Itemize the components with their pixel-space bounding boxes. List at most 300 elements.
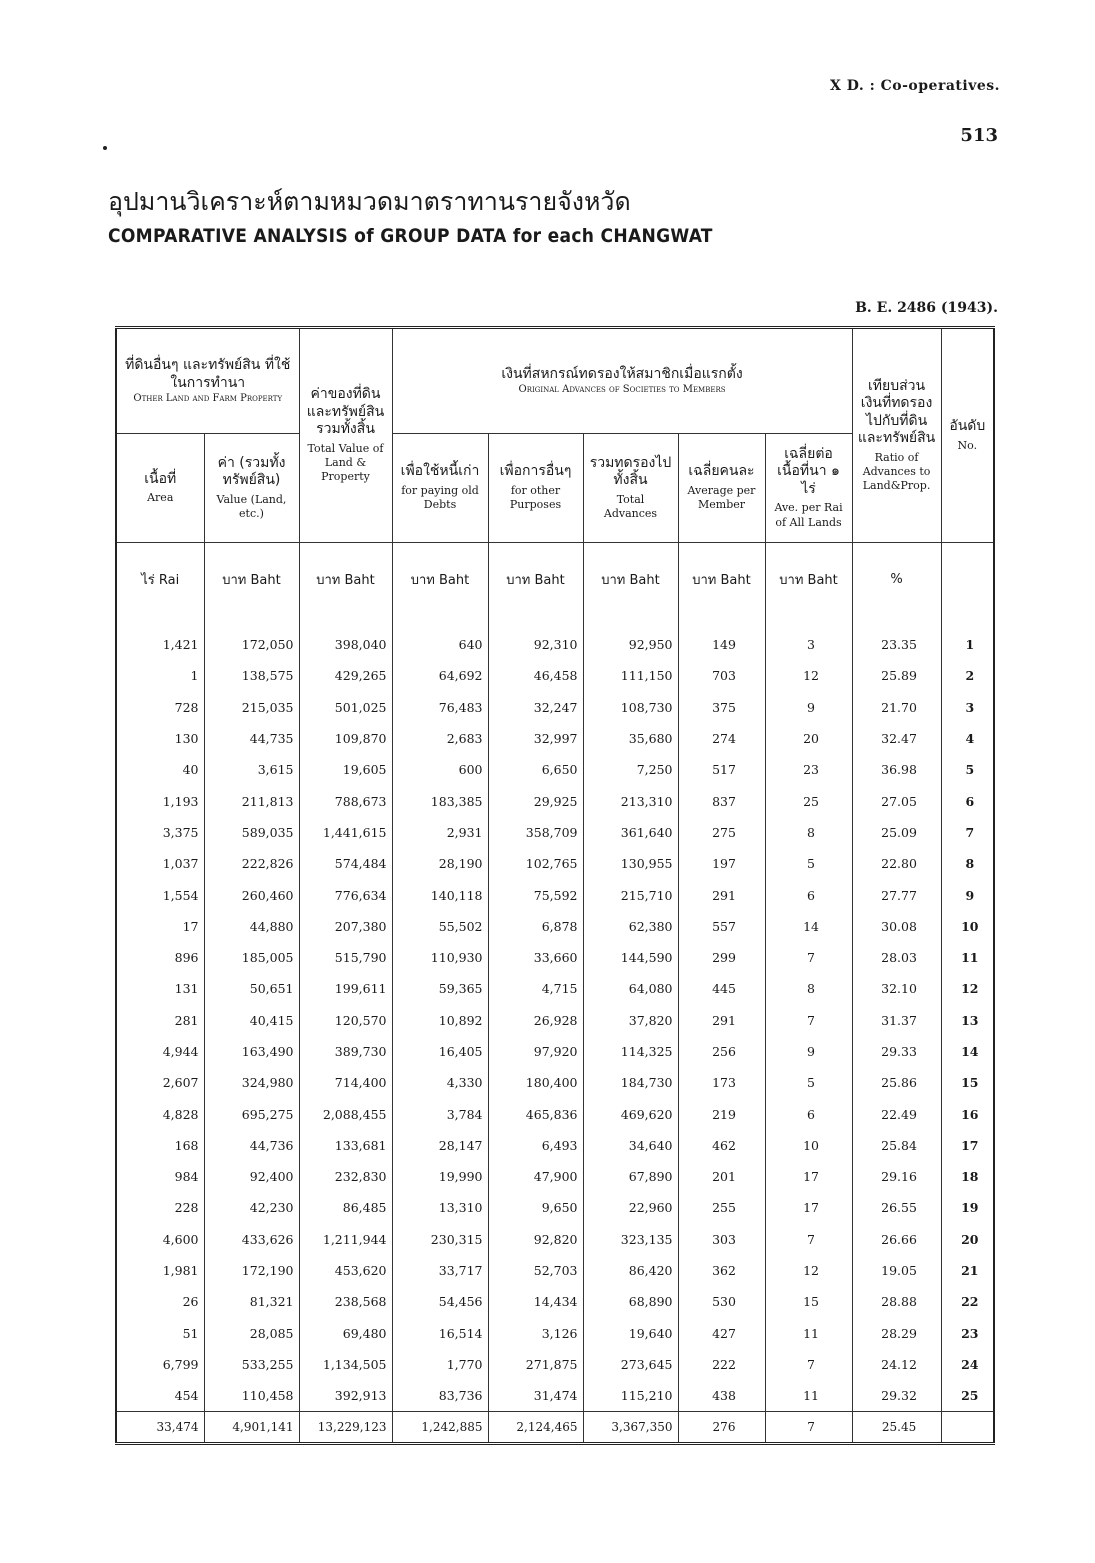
avg-member-header bbox=[678, 434, 765, 543]
table-cell: 501,025 bbox=[299, 692, 392, 723]
table-cell: 131 bbox=[116, 973, 204, 1004]
total-cell: 4,901,141 bbox=[204, 1412, 299, 1444]
avg-member-english: Average per Member bbox=[687, 483, 756, 512]
table-cell: 185,005 bbox=[204, 942, 299, 973]
table-cell: 4,715 bbox=[488, 973, 583, 1004]
table-row bbox=[116, 911, 994, 942]
table-cell: 10 bbox=[765, 1130, 852, 1161]
table-cell: 530 bbox=[678, 1286, 765, 1317]
table-cell: 256 bbox=[678, 1036, 765, 1067]
table-cell: 362 bbox=[678, 1255, 765, 1286]
table-cell: 3,126 bbox=[488, 1318, 583, 1349]
table-cell: 230,315 bbox=[392, 1224, 488, 1255]
table-cell: 837 bbox=[678, 785, 765, 816]
table-cell: 163,490 bbox=[204, 1036, 299, 1067]
other-purposes-header bbox=[488, 434, 583, 543]
table-cell: 172,050 bbox=[204, 615, 299, 660]
table-cell: 398,040 bbox=[299, 615, 392, 660]
table-cell: 199,611 bbox=[299, 973, 392, 1004]
table-cell: 465,836 bbox=[488, 1098, 583, 1129]
table-cell: 222,826 bbox=[204, 848, 299, 879]
table-cell: 7 bbox=[765, 1224, 852, 1255]
table-cell: 172,190 bbox=[204, 1255, 299, 1286]
advances-group-english: Original Advances of Societies to Members bbox=[518, 384, 726, 396]
table-cell: 25.84 bbox=[852, 1130, 941, 1161]
row-number-english: No. bbox=[957, 438, 978, 452]
table-cell: 13,310 bbox=[392, 1192, 488, 1223]
table-row bbox=[116, 1318, 994, 1349]
table-cell: 26.66 bbox=[852, 1224, 941, 1255]
table-cell: 14,434 bbox=[488, 1286, 583, 1317]
table-cell: 21 bbox=[941, 1255, 994, 1286]
table-cell: 12 bbox=[941, 973, 994, 1004]
table-cell: 110,930 bbox=[392, 942, 488, 973]
table-cell: 4,944 bbox=[116, 1036, 204, 1067]
table-cell: 33,660 bbox=[488, 942, 583, 973]
table-cell: 392,913 bbox=[299, 1380, 392, 1412]
table-cell: 97,920 bbox=[488, 1036, 583, 1067]
table-cell: 62,380 bbox=[583, 911, 678, 942]
table-cell: 5 bbox=[765, 1067, 852, 1098]
table-cell: 22.49 bbox=[852, 1098, 941, 1129]
table-cell: 361,640 bbox=[583, 817, 678, 848]
table-cell: 24 bbox=[941, 1349, 994, 1380]
other-purposes-thai: เพื่อการอื่นๆ bbox=[499, 463, 572, 480]
table-cell: 3,375 bbox=[116, 817, 204, 848]
table-cell: 29.32 bbox=[852, 1380, 941, 1412]
table-cell: 429,265 bbox=[299, 660, 392, 691]
table-cell: 33,717 bbox=[392, 1255, 488, 1286]
table-cell: 25 bbox=[941, 1380, 994, 1412]
table-cell: 984 bbox=[116, 1161, 204, 1192]
table-cell: 32.47 bbox=[852, 723, 941, 754]
table-cell: 23.35 bbox=[852, 615, 941, 660]
table-cell: 64,692 bbox=[392, 660, 488, 691]
table-cell: 274 bbox=[678, 723, 765, 754]
table-row bbox=[116, 1098, 994, 1129]
table-cell: 533,255 bbox=[204, 1349, 299, 1380]
table-cell: 776,634 bbox=[299, 879, 392, 910]
advances-group-header bbox=[392, 328, 852, 434]
table-cell: 11 bbox=[941, 942, 994, 973]
table-cell: 19 bbox=[941, 1192, 994, 1223]
table-cell: 3,615 bbox=[204, 754, 299, 785]
table-cell: 16,514 bbox=[392, 1318, 488, 1349]
ratio-english: Ratio of Advances to Land&Prop. bbox=[862, 450, 931, 493]
table-cell: 433,626 bbox=[204, 1224, 299, 1255]
table-cell: 5 bbox=[941, 754, 994, 785]
table-cell: 7 bbox=[765, 942, 852, 973]
table-cell: 11 bbox=[765, 1380, 852, 1412]
table-row bbox=[116, 1286, 994, 1317]
table-cell: 255 bbox=[678, 1192, 765, 1223]
total-advances-header bbox=[583, 434, 678, 543]
table-cell: 12 bbox=[765, 660, 852, 691]
table-row bbox=[116, 692, 994, 723]
table-cell: 3 bbox=[765, 615, 852, 660]
unit-cell: % bbox=[852, 543, 941, 616]
table-cell: 9 bbox=[765, 692, 852, 723]
table-cell: 1,421 bbox=[116, 615, 204, 660]
table-cell: 10,892 bbox=[392, 1005, 488, 1036]
table-cell: 600 bbox=[392, 754, 488, 785]
table-cell: 183,385 bbox=[392, 785, 488, 816]
table-cell: 6 bbox=[941, 785, 994, 816]
table-cell: 228 bbox=[116, 1192, 204, 1223]
table-cell: 36.98 bbox=[852, 754, 941, 785]
table-cell: 515,790 bbox=[299, 942, 392, 973]
table-cell: 110,458 bbox=[204, 1380, 299, 1412]
table-row bbox=[116, 1036, 994, 1067]
table-cell: 215,710 bbox=[583, 879, 678, 910]
total-value-thai: ค่าของที่ดินและทรัพย์สินรวมทั้งสิ้น bbox=[306, 386, 385, 438]
table-cell: 109,870 bbox=[299, 723, 392, 754]
table-cell: 40 bbox=[116, 754, 204, 785]
table-row bbox=[116, 973, 994, 1004]
table-row bbox=[116, 615, 994, 660]
table-cell: 323,135 bbox=[583, 1224, 678, 1255]
table-cell: 86,420 bbox=[583, 1255, 678, 1286]
table-cell: 197 bbox=[678, 848, 765, 879]
table-cell: 46,458 bbox=[488, 660, 583, 691]
unit-cell: บาท Baht bbox=[299, 543, 392, 616]
table-cell: 29.33 bbox=[852, 1036, 941, 1067]
table-cell: 728 bbox=[116, 692, 204, 723]
unit-cell: บาท Baht bbox=[678, 543, 765, 616]
table-cell: 6 bbox=[765, 1098, 852, 1129]
table-cell: 7 bbox=[765, 1349, 852, 1380]
total-value-header bbox=[299, 328, 392, 543]
table-cell: 140,118 bbox=[392, 879, 488, 910]
table-cell: 8 bbox=[941, 848, 994, 879]
table-row bbox=[116, 1130, 994, 1161]
table-cell: 788,673 bbox=[299, 785, 392, 816]
unit-cell: บาท Baht bbox=[765, 543, 852, 616]
table-cell: 29.16 bbox=[852, 1161, 941, 1192]
table-cell: 34,640 bbox=[583, 1130, 678, 1161]
table-cell: 17 bbox=[765, 1192, 852, 1223]
table-cell: 9,650 bbox=[488, 1192, 583, 1223]
table-cell: 64,080 bbox=[583, 973, 678, 1004]
advances-group-thai: เงินที่สหกรณ์ทดรองให้สมาชิกเมื่อแรกตั้ง bbox=[501, 365, 743, 382]
table-cell: 211,813 bbox=[204, 785, 299, 816]
table-cell: 92,310 bbox=[488, 615, 583, 660]
table-cell: 32,247 bbox=[488, 692, 583, 723]
table-cell: 1,770 bbox=[392, 1349, 488, 1380]
table-cell: 703 bbox=[678, 660, 765, 691]
area-english: Area bbox=[147, 491, 174, 505]
table-cell: 358,709 bbox=[488, 817, 583, 848]
table-cell: 44,880 bbox=[204, 911, 299, 942]
table-cell: 144,590 bbox=[583, 942, 678, 973]
table-cell: 7 bbox=[941, 817, 994, 848]
table-cell: 22,960 bbox=[583, 1192, 678, 1223]
table-cell: 35,680 bbox=[583, 723, 678, 754]
table-row bbox=[116, 1192, 994, 1223]
table-cell: 69,480 bbox=[299, 1318, 392, 1349]
table-cell: 6,650 bbox=[488, 754, 583, 785]
table-cell: 86,485 bbox=[299, 1192, 392, 1223]
table-cell: 28,147 bbox=[392, 1130, 488, 1161]
table-cell: 8 bbox=[765, 817, 852, 848]
table-row bbox=[116, 754, 994, 785]
table-cell: 25.09 bbox=[852, 817, 941, 848]
table-cell: 24.12 bbox=[852, 1349, 941, 1380]
table-cell: 26.55 bbox=[852, 1192, 941, 1223]
table-cell: 149 bbox=[678, 615, 765, 660]
table-cell: 50,651 bbox=[204, 973, 299, 1004]
table-row bbox=[116, 1349, 994, 1380]
total-cell: 276 bbox=[678, 1412, 765, 1444]
total-advances-english: Total Advances bbox=[603, 492, 658, 520]
table-cell: 55,502 bbox=[392, 911, 488, 942]
table-cell: 2 bbox=[941, 660, 994, 691]
table-cell: 130,955 bbox=[583, 848, 678, 879]
table-cell: 16,405 bbox=[392, 1036, 488, 1067]
table-cell: 1,211,944 bbox=[299, 1224, 392, 1255]
table-row bbox=[116, 660, 994, 691]
table-cell: 22.80 bbox=[852, 848, 941, 879]
area-header bbox=[116, 434, 204, 543]
table-cell: 462 bbox=[678, 1130, 765, 1161]
table-row bbox=[116, 942, 994, 973]
year-label: B. E. 2486 (1943). bbox=[855, 300, 998, 316]
table-cell: 13 bbox=[941, 1005, 994, 1036]
table-cell: 28,085 bbox=[204, 1318, 299, 1349]
table-cell: 281 bbox=[116, 1005, 204, 1036]
table-cell: 427 bbox=[678, 1318, 765, 1349]
total-cell: 7 bbox=[765, 1412, 852, 1444]
page-title-thai: อุปมานวิเคราะห์ตามหมวดมาตราทานรายจังหวัด bbox=[108, 187, 631, 216]
table-cell: 1,037 bbox=[116, 848, 204, 879]
land-group-header bbox=[116, 328, 299, 434]
table-cell: 68,890 bbox=[583, 1286, 678, 1317]
table-cell: 47,900 bbox=[488, 1161, 583, 1192]
table-cell: 5 bbox=[765, 848, 852, 879]
table-cell: 453,620 bbox=[299, 1255, 392, 1286]
table-cell: 51 bbox=[116, 1318, 204, 1349]
table-cell: 114,325 bbox=[583, 1036, 678, 1067]
table-row bbox=[116, 1067, 994, 1098]
table-cell: 108,730 bbox=[583, 692, 678, 723]
table-cell: 4,828 bbox=[116, 1098, 204, 1129]
table-cell: 6,799 bbox=[116, 1349, 204, 1380]
table-cell: 215,035 bbox=[204, 692, 299, 723]
table-cell: 273,645 bbox=[583, 1349, 678, 1380]
table-cell: 4,330 bbox=[392, 1067, 488, 1098]
table-cell: 469,620 bbox=[583, 1098, 678, 1129]
table-cell: 324,980 bbox=[204, 1067, 299, 1098]
table-cell: 11 bbox=[765, 1318, 852, 1349]
ratio-header bbox=[852, 328, 941, 543]
table-cell: 138,575 bbox=[204, 660, 299, 691]
table-cell: 25.89 bbox=[852, 660, 941, 691]
value-english: Value (Land, etc.) bbox=[216, 492, 287, 520]
avg-rai-english: Ave. per Rai of All Lands bbox=[774, 501, 843, 529]
stray-dot bbox=[103, 146, 107, 150]
table-cell: 130 bbox=[116, 723, 204, 754]
table-cell: 271,875 bbox=[488, 1349, 583, 1380]
table-cell: 4 bbox=[941, 723, 994, 754]
table-row bbox=[116, 1005, 994, 1036]
table-cell: 115,210 bbox=[583, 1380, 678, 1412]
table-cell: 28.88 bbox=[852, 1286, 941, 1317]
table-cell: 54,456 bbox=[392, 1286, 488, 1317]
table-cell: 1,193 bbox=[116, 785, 204, 816]
table-cell: 389,730 bbox=[299, 1036, 392, 1067]
table-cell: 17 bbox=[941, 1130, 994, 1161]
land-group-thai: ที่ดินอื่นๆ และทรัพย์สิน ที่ใช้ในการทำนา bbox=[125, 357, 291, 391]
section-label: X D. : Co-operatives. bbox=[829, 78, 1000, 94]
land-group-english: Other Land and Farm Property bbox=[133, 393, 283, 404]
table-cell: 102,765 bbox=[488, 848, 583, 879]
table-cell: 201 bbox=[678, 1161, 765, 1192]
table-cell: 589,035 bbox=[204, 817, 299, 848]
table-cell: 260,460 bbox=[204, 879, 299, 910]
ratio-thai: เทียบส่วนเงินที่ทดรองไปกับที่ดินและทรัพย์สิน bbox=[857, 377, 936, 447]
table-cell: 695,275 bbox=[204, 1098, 299, 1129]
table-cell: 4,600 bbox=[116, 1224, 204, 1255]
table-cell: 44,736 bbox=[204, 1130, 299, 1161]
table-cell: 640 bbox=[392, 615, 488, 660]
table-cell: 120,570 bbox=[299, 1005, 392, 1036]
table-cell: 275 bbox=[678, 817, 765, 848]
table-cell: 3 bbox=[941, 692, 994, 723]
unit-cell: บาท Baht bbox=[583, 543, 678, 616]
table-cell: 32,997 bbox=[488, 723, 583, 754]
table-cell: 438 bbox=[678, 1380, 765, 1412]
table-cell: 23 bbox=[941, 1318, 994, 1349]
table-cell: 207,380 bbox=[299, 911, 392, 942]
table-cell: 291 bbox=[678, 1005, 765, 1036]
total-cell: 13,229,123 bbox=[299, 1412, 392, 1444]
table-cell: 32.10 bbox=[852, 973, 941, 1004]
table-row bbox=[116, 848, 994, 879]
table-row bbox=[116, 879, 994, 910]
unit-cell bbox=[941, 543, 994, 616]
table-cell: 9 bbox=[941, 879, 994, 910]
table-cell: 574,484 bbox=[299, 848, 392, 879]
table-cell: 222 bbox=[678, 1349, 765, 1380]
table-cell: 28.29 bbox=[852, 1318, 941, 1349]
table-cell: 28.03 bbox=[852, 942, 941, 973]
unit-cell: ไร่ Rai bbox=[116, 543, 204, 616]
table-cell: 6,878 bbox=[488, 911, 583, 942]
table-row bbox=[116, 1161, 994, 1192]
table-cell: 213,310 bbox=[583, 785, 678, 816]
table-cell: 7 bbox=[765, 1005, 852, 1036]
row-number-header bbox=[941, 328, 994, 543]
table-cell: 18 bbox=[941, 1161, 994, 1192]
table-cell: 25 bbox=[765, 785, 852, 816]
total-advances-thai: รวมทดรองไปทั้งสิ้น bbox=[589, 454, 672, 489]
avg-member-thai: เฉลี่ยคนละ bbox=[688, 463, 755, 480]
table-cell: 303 bbox=[678, 1224, 765, 1255]
total-cell: 25.45 bbox=[852, 1412, 941, 1444]
table-cell: 10 bbox=[941, 911, 994, 942]
row-number-thai: อันดับ bbox=[949, 418, 986, 435]
table-cell: 1,554 bbox=[116, 879, 204, 910]
table-cell: 238,568 bbox=[299, 1286, 392, 1317]
table-cell: 42,230 bbox=[204, 1192, 299, 1223]
table-cell: 19,605 bbox=[299, 754, 392, 785]
total-cell bbox=[941, 1412, 994, 1444]
table-cell: 17 bbox=[116, 911, 204, 942]
table-cell: 92,950 bbox=[583, 615, 678, 660]
table-row bbox=[116, 785, 994, 816]
table-cell: 30.08 bbox=[852, 911, 941, 942]
total-cell: 33,474 bbox=[116, 1412, 204, 1444]
table-cell: 83,736 bbox=[392, 1380, 488, 1412]
total-cell: 1,242,885 bbox=[392, 1412, 488, 1444]
area-thai: เนื้อที่ bbox=[144, 470, 177, 487]
table-cell: 67,890 bbox=[583, 1161, 678, 1192]
table-cell: 81,321 bbox=[204, 1286, 299, 1317]
table-cell: 14 bbox=[941, 1036, 994, 1067]
table-cell: 29,925 bbox=[488, 785, 583, 816]
table-cell: 23 bbox=[765, 754, 852, 785]
units-row bbox=[116, 543, 994, 616]
table-cell: 44,735 bbox=[204, 723, 299, 754]
table-cell: 291 bbox=[678, 879, 765, 910]
total-value-english: Total Value of Land & Property bbox=[307, 441, 384, 484]
table-cell: 375 bbox=[678, 692, 765, 723]
table-cell: 6 bbox=[765, 879, 852, 910]
table-row bbox=[116, 817, 994, 848]
table-cell: 16 bbox=[941, 1098, 994, 1129]
table-row bbox=[116, 1380, 994, 1412]
debts-english: for paying old Debts bbox=[401, 483, 479, 512]
table-cell: 173 bbox=[678, 1067, 765, 1098]
table-cell: 92,400 bbox=[204, 1161, 299, 1192]
table-cell: 232,830 bbox=[299, 1161, 392, 1192]
table-cell: 1,441,615 bbox=[299, 817, 392, 848]
table-cell: 28,190 bbox=[392, 848, 488, 879]
page-title-english: COMPARATIVE ANALYSIS of GROUP DATA for each CHANGWAT bbox=[108, 225, 713, 247]
table-cell: 19.05 bbox=[852, 1255, 941, 1286]
table-cell: 168 bbox=[116, 1130, 204, 1161]
table-cell: 6,493 bbox=[488, 1130, 583, 1161]
table-cell: 75,592 bbox=[488, 879, 583, 910]
table-cell: 37,820 bbox=[583, 1005, 678, 1036]
table-cell: 133,681 bbox=[299, 1130, 392, 1161]
table-cell: 714,400 bbox=[299, 1067, 392, 1098]
table-cell: 27.77 bbox=[852, 879, 941, 910]
table-row bbox=[116, 1224, 994, 1255]
table-cell: 9 bbox=[765, 1036, 852, 1067]
table-cell: 454 bbox=[116, 1380, 204, 1412]
table-cell: 2,931 bbox=[392, 817, 488, 848]
other-purposes-english: for other Purposes bbox=[509, 483, 562, 512]
table-cell: 2,683 bbox=[392, 723, 488, 754]
table-cell: 1,134,505 bbox=[299, 1349, 392, 1380]
comparative-analysis-table bbox=[115, 326, 995, 1445]
table-cell: 15 bbox=[941, 1067, 994, 1098]
table-cell: 219 bbox=[678, 1098, 765, 1129]
table-cell: 7,250 bbox=[583, 754, 678, 785]
table-cell: 19,640 bbox=[583, 1318, 678, 1349]
table-cell: 557 bbox=[678, 911, 765, 942]
table-cell: 180,400 bbox=[488, 1067, 583, 1098]
unit-cell: บาท Baht bbox=[488, 543, 583, 616]
table-cell: 12 bbox=[765, 1255, 852, 1286]
table-cell: 26,928 bbox=[488, 1005, 583, 1036]
table-cell: 25.86 bbox=[852, 1067, 941, 1098]
total-cell: 3,367,350 bbox=[583, 1412, 678, 1444]
table-row bbox=[116, 723, 994, 754]
table-cell: 8 bbox=[765, 973, 852, 1004]
table-cell: 40,415 bbox=[204, 1005, 299, 1036]
